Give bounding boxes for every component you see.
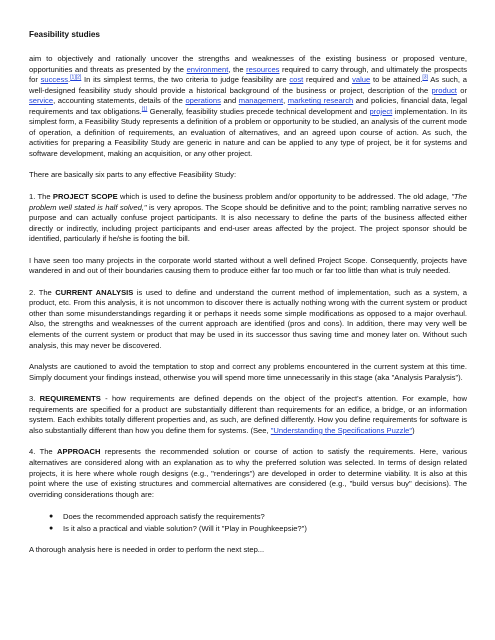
analysts-paragraph: Analysts are cautioned to avoid the temptation to stop and correct any problems encountered in the current system at this time. Simply document your findings instead, otherwise you will spend more time unnecessarily in this stage (aka "Analysis Paralysis"). [29, 362, 467, 382]
considerations-list [29, 511, 467, 534]
seen-projects-paragraph: I have seen too many projects in the corporate world started without a well defined Project Scope. Consequently, projects have wandered in and out of their boundaries causing them to produce either far too much or far too little than what is truly needed. [29, 255, 467, 276]
item-number: 1. The [29, 192, 53, 202]
bullet-icon: ● [49, 513, 54, 521]
reference-link-1[interactable]: [1] [141, 106, 148, 113]
intro-text: Generally, feasibility studies precede technical development and [147, 106, 370, 116]
link-cost[interactable]: cost [289, 75, 304, 85]
requirements-heading: REQUIREMENTS [39, 394, 101, 404]
approach-heading: APPROACH [57, 447, 101, 457]
body-text: - how requirements are defined depends on the object of the project's attention. For example, how requirements are specified for a product are substantially different than requirements for an edifice, a bridge, or an information system. Each exhibits totally different properties and, as such, are defined differently. How you define requirements for software is also substantially different than how you define them for systems. (See, [29, 394, 467, 435]
intro-text: and policies, financial data, legal requirements and tax obligations. [29, 96, 468, 116]
project-scope-paragraph [29, 192, 467, 245]
link-product[interactable]: product [431, 85, 457, 95]
reference-link-3[interactable]: [3] [422, 74, 428, 81]
link-project[interactable]: project [369, 106, 393, 116]
adage-quote: "The problem well stated is half solved," [29, 192, 467, 212]
reference-link-1-2[interactable]: [1][2] [70, 74, 82, 81]
intro-text: , accounting statements, details of the [53, 96, 186, 106]
current-analysis-paragraph [29, 288, 467, 351]
intro-text: aim to objectively and rationally uncover the strengths and weaknesses of the existing business or proposed venture, opportunities and threats as presented by the [29, 54, 467, 74]
current-analysis-heading: CURRENT ANALYSIS [55, 287, 134, 297]
intro-text: As such, a well-designed feasibility study should provide a historical background of the business or project, description of the [29, 75, 467, 95]
body-text: ) [412, 425, 415, 435]
link-marketing-research[interactable]: marketing research [287, 96, 354, 106]
intro-text: implementation. In its simplest form, a Feasibility Study represents a definition of a problem or opportunity to be studied, an analysis of the current mode of operation, a definition of requirements, an evaluation of alternatives, and an agreed upon course of action. As such, the activities for preparing a Feasibility Study are generic in nature and can be applied to any type of project, be it for systems and software development, making an acquisition, or any other project. [29, 106, 467, 158]
page-title: Feasibility studies [29, 30, 100, 39]
link-value[interactable]: value [352, 75, 371, 85]
item-number: 2. The [29, 287, 56, 297]
body-text: is very apropos. The Scope should be definitive and to the point; rambling narrative serves no purpose and can actually confuse project participants. It is also necessary to define the parts of the business affected either directly or indirectly, including project participants and end-user areas affected by the project. The project sponsor should be identified, particularly if he/she is footing the bill. [29, 202, 467, 244]
intro-text: required and [303, 75, 353, 85]
approach-paragraph [29, 447, 467, 500]
link-success[interactable]: success [40, 75, 69, 85]
link-operations[interactable]: operations [185, 96, 221, 106]
link-management[interactable]: management [238, 96, 284, 106]
link-service[interactable]: service [29, 96, 54, 106]
intro-text: , [283, 96, 288, 106]
intro-text: to be attained. [370, 75, 423, 85]
six-parts-paragraph: There are basically six parts to any effective Feasibility Study: [29, 170, 237, 180]
intro-text: , the [228, 64, 247, 74]
list-item-text: Does the recommended approach satisfy the requirements? [63, 512, 265, 522]
item-number: 3. [29, 394, 40, 404]
bullet-icon: ● [49, 524, 54, 532]
list-item-text: Is it also a practical and viable solution? (Will it "Play in Poughkeepsie?") [63, 523, 307, 533]
body-text: which is used to define the business problem and/or opportunity to be addressed. The old adage, [117, 192, 452, 202]
list-item [49, 523, 467, 535]
link-environment[interactable]: environment [186, 64, 229, 74]
body-text: represents the recommended solution or course of action to satisfy the requirements. Here, various alternatives are considered along with an explanation as to why the preferred solution was selected. In terms of design related projects, it is here where whole rough designs (e.g., "renderings") are developed in order to determine viability. It is also at this point where the use of existing structures and commercial alternatives are considered (e.g., "build versus buy" decisions). The overriding considerations though are: [29, 447, 467, 499]
item-number: 4. The [29, 447, 58, 457]
intro-text: or [456, 85, 467, 95]
body-text: is used to define and understand the current method of implementation, such as a system, a product, etc. From this analysis, it is not uncommon to discover there is actually nothing wrong with the current system or product other than some misunderstandings regarding it or perhaps it needs some simple modifications as opposed to a major overhaul. Also, the strengths and weaknesses of the current approach are identified (pros and cons). In addition, there may very well be elements of the current system or product that may be used in its successor thus saving time and money later on. Without such analysis, this may never be discovered. [29, 287, 467, 350]
closing-paragraph: A thorough analysis here is needed in order to perform the next step... [29, 545, 265, 555]
intro-paragraph: aim to objectively and rationally uncover the strengths and weaknesses of the existing business or proposed venture, opportunities and threats as presented by the environment, the resources required to carry through, and ultimately the prospects for success.[1][2] In its simplest terms, the two criteria to judge feasibility are cost required and value to be attained.[3] As such, a well-designed feasibility study should provide a historical background of the business or project, description of the product or service, accounting statements, details of the operations and management, marketing research and policies, financial data, legal requirements and tax obligations.[1] Generally, feasibility studies precede technical development and project implementation. In its simplest form, a Feasibility Study represents a definition of a problem or opportunity to be studied, an analysis of the current mode of operation, a definition of requirements, an evaluation of alternatives, and an agreed upon course of action. As such, the activities for preparing a Feasibility Study are generic in nature and can be applied to any type of project, be it for systems and software development, making an acquisition, or any other project. [29, 54, 468, 158]
link-specifications-puzzle[interactable]: "Understanding the Specifications Puzzle" [270, 425, 413, 435]
project-scope-heading: PROJECT SCOPE [52, 192, 118, 202]
list-item [49, 511, 467, 523]
intro-text: and [220, 96, 239, 106]
intro-text: In its simplest terms, the two criteria to judge feasibility are [81, 75, 290, 85]
requirements-paragraph [29, 394, 467, 436]
intro-text: required to carry through, and ultimately the prospects for [29, 64, 467, 85]
link-resources[interactable]: resources [246, 64, 280, 74]
